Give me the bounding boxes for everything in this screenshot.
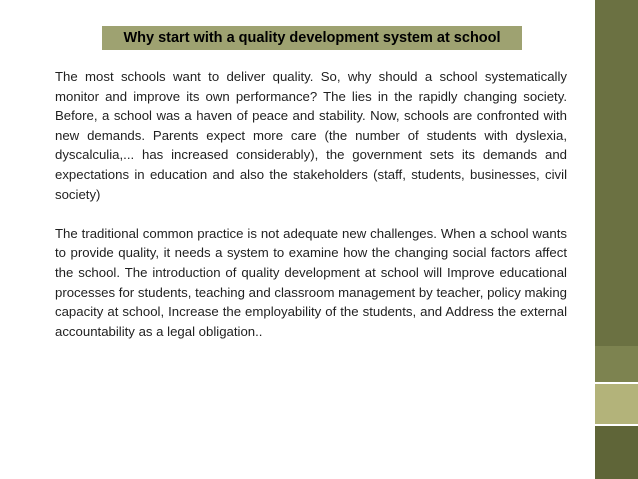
sidebar-block-2 [595,384,638,424]
sidebar-block-1 [595,346,638,382]
slide-body [55,67,567,341]
body-paragraph-2: The traditional common practice is not adequate new challenges. When a school wants to provide quality, it needs a system to examine how the changing social factors affect the school. The introduction of quality development at school will Improve educational processes for students, teaching and classroom management by teacher, policy making capacity at school, Increase the employability of the students, and Address the external accountability as a legal obligation.. [55,225,567,339]
slide-title: Why start with a quality development system at school [102,26,522,50]
body-paragraph-1: The most schools want to deliver quality. So, why should a school systematically monitor and improve its own performance? The lies in the rapidly changing society. Before, a school was a haven of peace and stability. Now, schools are confronted with new demands. Parents expect more care (the number of students with dyslexia, dyscalculia,... has increased considerably), the government sets its demands and expectations in education and also the stakeholders (staff, students, businesses, civil society) [55,69,567,202]
sidebar-block-3 [595,426,638,479]
